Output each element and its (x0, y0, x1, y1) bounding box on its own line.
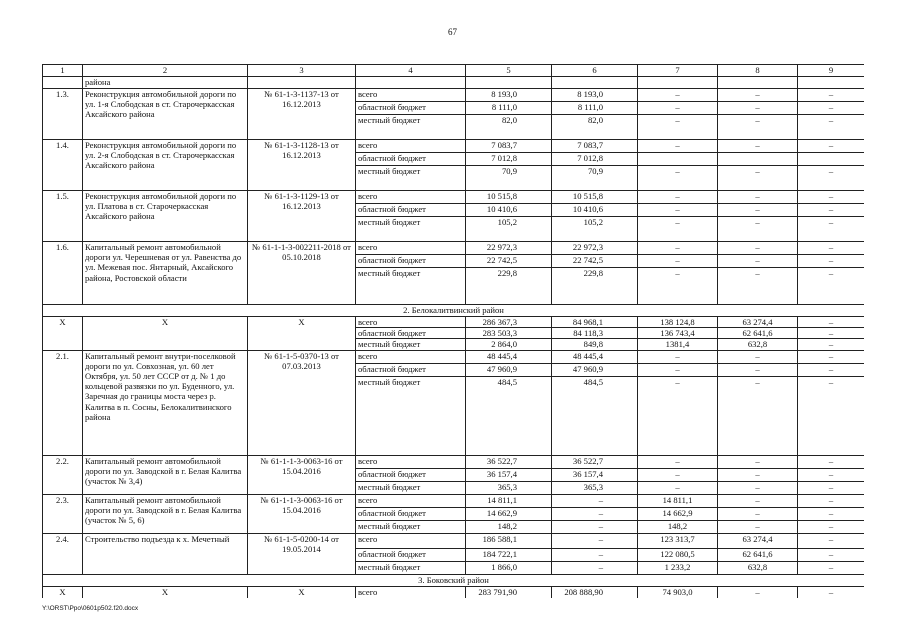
value-col6-cell: – (552, 533, 638, 548)
value-col9-cell: – (798, 533, 865, 548)
value-col9-cell: – (798, 268, 865, 305)
value-col8-cell: – (718, 191, 798, 204)
document-number-cell: № 61-1-5-0200-14 от 19.05.2014 (248, 533, 356, 574)
value-col6-cell: 484,5 (552, 376, 638, 455)
value-col6-cell: 7 012,8 (552, 153, 638, 166)
budget-type-cell: областной бюджет (356, 548, 466, 561)
value-col7-cell: 74 903,0 (638, 586, 718, 598)
value-col7-cell: 138 124,8 (638, 317, 718, 328)
value-col9-cell: – (798, 242, 865, 255)
budget-type-cell: областной бюджет (356, 204, 466, 217)
value-col8-cell: 632,8 (718, 339, 798, 350)
value-col5-cell: 7 083,7 (466, 140, 552, 153)
value-col9-cell: – (798, 204, 865, 217)
table-row (43, 455, 865, 468)
value-col7-cell: – (638, 255, 718, 268)
value-col5-cell: 8 111,0 (466, 102, 552, 115)
value-col7-cell: 1381,4 (638, 339, 718, 350)
column-header-cell: 8 (718, 65, 798, 77)
item-number-cell: Х (43, 317, 83, 351)
value-col6-cell: 36 157,4 (552, 468, 638, 481)
value-col9-cell: – (798, 166, 865, 191)
value-col9-cell: – (798, 191, 865, 204)
value-col8-cell: 62 641,6 (718, 548, 798, 561)
value-col5-cell: 283 791,90 (466, 586, 552, 598)
budget-type-cell: местный бюджет (356, 268, 466, 305)
section-row (43, 305, 865, 317)
value-col8-cell: – (718, 376, 798, 455)
budget-type-cell: всего (356, 533, 466, 548)
budget-type-cell: всего (356, 586, 466, 598)
budget-type-cell: всего (356, 191, 466, 204)
value-col5-cell: 36 157,4 (466, 468, 552, 481)
value-col6-cell: 10 410,6 (552, 204, 638, 217)
budget-type-cell: областной бюджет (356, 468, 466, 481)
value-col7-cell: 14 811,1 (638, 494, 718, 507)
value-col7-cell: – (638, 455, 718, 468)
budget-type-cell: местный бюджет (356, 376, 466, 455)
column-header-cell: 5 (466, 65, 552, 77)
value-col6-cell: 22 742,5 (552, 255, 638, 268)
value-col8-cell: – (718, 586, 798, 598)
value-col9-cell: – (798, 561, 865, 574)
value-col5-cell: 8 193,0 (466, 89, 552, 102)
value-col6-cell: – (552, 561, 638, 574)
budget-type-cell: всего (356, 242, 466, 255)
value-col5-cell: 148,2 (466, 520, 552, 533)
table-row (43, 191, 865, 204)
value-col5-cell: 14 662,9 (466, 507, 552, 520)
value-col6-cell: 22 972,3 (552, 242, 638, 255)
table-row (43, 89, 865, 102)
value-col5-cell: 14 811,1 (466, 494, 552, 507)
value-col7-cell: – (638, 204, 718, 217)
value-col5-cell: 36 522,7 (466, 455, 552, 468)
budget-type-cell: всего (356, 317, 466, 328)
value-col5-cell: 283 503,3 (466, 328, 552, 339)
footer-file-path: Y:\ORST\Ppo\0601p502.f20.docx (42, 605, 139, 612)
value-col8-cell: – (718, 455, 798, 468)
value-col8-cell: – (718, 102, 798, 115)
page-number: 67 (448, 27, 457, 37)
table-row (43, 350, 865, 363)
column-header-cell: 4 (356, 65, 466, 77)
value-col9-cell: – (798, 350, 865, 363)
value-col6-cell: 84 118,3 (552, 328, 638, 339)
item-number-cell: 2.4. (43, 533, 83, 574)
object-name-cell: Капитальный ремонт автомобильной дороги ул. Черешневая от ул. Равенства до ул. Межевая пос. Янтарный, Аксайского района, Ростовской области (83, 242, 248, 305)
value-col9-cell: – (798, 468, 865, 481)
value-col9-cell: – (798, 586, 865, 598)
value-col7-cell: – (638, 268, 718, 305)
budget-table-wrapper (42, 64, 864, 598)
value-col7-cell: – (638, 376, 718, 455)
document-number-cell: Х (248, 317, 356, 351)
budget-type-cell: местный бюджет (356, 115, 466, 140)
empty-cell (798, 77, 865, 89)
value-col9-cell: – (798, 376, 865, 455)
value-col6-cell: 8 193,0 (552, 89, 638, 102)
value-col7-cell: – (638, 350, 718, 363)
object-name-cell: района (83, 77, 248, 89)
value-col7-cell: 123 313,7 (638, 533, 718, 548)
object-name-cell: Реконструкция автомобильной дороги по ул. 2-я Слободская в ст. Старочеркасская Аксайского района (83, 140, 248, 191)
value-col7-cell: – (638, 242, 718, 255)
document-number-cell: № 61-1-3-1128-13 от 16.12.2013 (248, 140, 356, 191)
value-col9-cell (798, 153, 865, 166)
value-col5-cell: 365,3 (466, 481, 552, 494)
value-col9-cell: – (798, 102, 865, 115)
value-col7-cell: – (638, 89, 718, 102)
empty-cell (638, 77, 718, 89)
document-number-cell: № 61-1-1-3-0063-16 от 15.04.2016 (248, 455, 356, 494)
object-name-cell: Реконструкция автомобильной дороги по ул. 1-я Слободская в ст. Старочеркасская Аксайского района (83, 89, 248, 140)
budget-type-cell: всего (356, 140, 466, 153)
value-col5-cell: 10 515,8 (466, 191, 552, 204)
budget-type-cell: областной бюджет (356, 363, 466, 376)
empty-cell (43, 77, 83, 89)
value-col6-cell: – (552, 548, 638, 561)
value-col7-cell: 136 743,4 (638, 328, 718, 339)
value-col9-cell: – (798, 363, 865, 376)
value-col8-cell: – (718, 115, 798, 140)
table-row (43, 317, 865, 328)
value-col7-cell: 1 233,2 (638, 561, 718, 574)
value-col6-cell: – (552, 507, 638, 520)
value-col8-cell: – (718, 140, 798, 153)
value-col7-cell: – (638, 217, 718, 242)
item-number-cell: 2.3. (43, 494, 83, 533)
value-col5-cell: 186 588,1 (466, 533, 552, 548)
budget-type-cell: местный бюджет (356, 520, 466, 533)
value-col6-cell: 82,0 (552, 115, 638, 140)
section-title-cell: 3. Боковский район (43, 574, 865, 586)
budget-type-cell: местный бюджет (356, 166, 466, 191)
value-col6-cell: 10 515,8 (552, 191, 638, 204)
section-row (43, 574, 865, 586)
value-col7-cell: – (638, 166, 718, 191)
budget-type-cell: местный бюджет (356, 339, 466, 350)
value-col7-cell: – (638, 468, 718, 481)
value-col6-cell: 36 522,7 (552, 455, 638, 468)
budget-type-cell: местный бюджет (356, 481, 466, 494)
empty-cell (552, 77, 638, 89)
value-col6-cell: 47 960,9 (552, 363, 638, 376)
carry-over-row (43, 77, 865, 89)
value-col8-cell: – (718, 520, 798, 533)
value-col9-cell: – (798, 89, 865, 102)
empty-cell (466, 77, 552, 89)
value-col9-cell: – (798, 140, 865, 153)
object-name-cell: Реконструкция автомобильной дороги по ул. Платова в ст. Старочеркасская Аксайского района (83, 191, 248, 242)
object-name-cell: Строительство подъезда к х. Мечетный (83, 533, 248, 574)
value-col7-cell: – (638, 191, 718, 204)
value-col9-cell: – (798, 520, 865, 533)
value-col6-cell: 105,2 (552, 217, 638, 242)
item-number-cell: 2.2. (43, 455, 83, 494)
value-col8-cell: 632,8 (718, 561, 798, 574)
value-col7-cell: – (638, 481, 718, 494)
value-col9-cell: – (798, 507, 865, 520)
object-name-cell: Капитальный ремонт внутри-поселковой дороги по ул. Совхозная, ул. 60 лет Октября, ул. 50 лет СССР от д. № 1 до кольцевой развязки по ул. Буденного, ул. Заречная до границы моста через р. Калитва в п. Сосны, Белокалитвинского района (83, 350, 248, 455)
value-col5-cell: 184 722,1 (466, 548, 552, 561)
value-col7-cell: – (638, 115, 718, 140)
value-col7-cell: 148,2 (638, 520, 718, 533)
value-col6-cell: 8 111,0 (552, 102, 638, 115)
value-col9-cell: – (798, 494, 865, 507)
budget-type-cell: всего (356, 89, 466, 102)
value-col8-cell: – (718, 268, 798, 305)
document-number-cell: № 61-1-1-3-002211-2018 от 05.10.2018 (248, 242, 356, 305)
value-col5-cell: 70,9 (466, 166, 552, 191)
value-col9-cell: – (798, 328, 865, 339)
empty-cell (356, 77, 466, 89)
value-col5-cell: 48 445,4 (466, 350, 552, 363)
budget-type-cell: местный бюджет (356, 217, 466, 242)
document-number-cell: № 61-1-5-0370-13 от 07.03.2013 (248, 350, 356, 455)
value-col9-cell: – (798, 455, 865, 468)
column-header-cell: 6 (552, 65, 638, 77)
value-col6-cell: – (552, 494, 638, 507)
table-row (43, 533, 865, 548)
document-number-cell: Х (248, 586, 356, 598)
header-row (43, 65, 865, 77)
value-col5-cell: 2 864,0 (466, 339, 552, 350)
value-col6-cell: 229,8 (552, 268, 638, 305)
value-col9-cell: – (798, 217, 865, 242)
value-col8-cell: – (718, 89, 798, 102)
column-header-cell: 2 (83, 65, 248, 77)
value-col8-cell: – (718, 350, 798, 363)
value-col8-cell: – (718, 242, 798, 255)
item-number-cell: 1.3. (43, 89, 83, 140)
table-row (43, 140, 865, 153)
value-col6-cell: 84 968,1 (552, 317, 638, 328)
budget-type-cell: областной бюджет (356, 153, 466, 166)
value-col5-cell: 105,2 (466, 217, 552, 242)
empty-cell (718, 77, 798, 89)
value-col5-cell: 7 012,8 (466, 153, 552, 166)
value-col5-cell: 47 960,9 (466, 363, 552, 376)
value-col9-cell: – (798, 548, 865, 561)
item-number-cell: 1.5. (43, 191, 83, 242)
budget-type-cell: всего (356, 455, 466, 468)
item-number-cell: Х (43, 586, 83, 598)
column-header-cell: 1 (43, 65, 83, 77)
value-col8-cell: 62 641,6 (718, 328, 798, 339)
value-col6-cell: 365,3 (552, 481, 638, 494)
empty-cell (248, 77, 356, 89)
value-col7-cell: – (638, 363, 718, 376)
budget-table (42, 64, 864, 598)
value-col5-cell: 286 367,3 (466, 317, 552, 328)
object-name-cell: Капитальный ремонт автомобильной дороги по ул. Заводской в г. Белая Калитва (участок № 3,4) (83, 455, 248, 494)
table-row (43, 586, 865, 598)
object-name-cell: Х (83, 586, 248, 598)
value-col5-cell: 1 866,0 (466, 561, 552, 574)
column-header-cell: 3 (248, 65, 356, 77)
value-col9-cell: – (798, 255, 865, 268)
column-header-cell: 9 (798, 65, 865, 77)
value-col5-cell: 484,5 (466, 376, 552, 455)
value-col6-cell: – (552, 520, 638, 533)
item-number-cell: 1.4. (43, 140, 83, 191)
document-number-cell: № 61-1-3-1129-13 от 16.12.2013 (248, 191, 356, 242)
value-col8-cell: – (718, 204, 798, 217)
item-number-cell: 1.6. (43, 242, 83, 305)
item-number-cell: 2.1. (43, 350, 83, 455)
section-title-cell: 2. Белокалитвинский район (43, 305, 865, 317)
value-col8-cell: – (718, 255, 798, 268)
object-name-cell: Х (83, 317, 248, 351)
value-col8-cell: – (718, 494, 798, 507)
table-row (43, 494, 865, 507)
value-col6-cell: 849,8 (552, 339, 638, 350)
value-col9-cell: – (798, 339, 865, 350)
value-col8-cell: – (718, 166, 798, 191)
value-col8-cell: – (718, 507, 798, 520)
document-number-cell: № 61-1-1-3-0063-16 от 15.04.2016 (248, 494, 356, 533)
value-col5-cell: 10 410,6 (466, 204, 552, 217)
value-col7-cell: – (638, 140, 718, 153)
value-col6-cell: 48 445,4 (552, 350, 638, 363)
value-col8-cell: – (718, 363, 798, 376)
column-header-cell: 7 (638, 65, 718, 77)
value-col7-cell: 14 662,9 (638, 507, 718, 520)
object-name-cell: Капитальный ремонт автомобильной дороги по ул. Заводской в г. Белая Калитва (участок № 5, 6) (83, 494, 248, 533)
table-row (43, 242, 865, 255)
value-col6-cell: 208 888,90 (552, 586, 638, 598)
value-col5-cell: 22 742,5 (466, 255, 552, 268)
budget-type-cell: всего (356, 494, 466, 507)
budget-type-cell: областной бюджет (356, 255, 466, 268)
value-col7-cell: 122 080,5 (638, 548, 718, 561)
value-col8-cell (718, 153, 798, 166)
value-col7-cell (638, 153, 718, 166)
budget-type-cell: всего (356, 350, 466, 363)
value-col8-cell: 63 274,4 (718, 533, 798, 548)
value-col9-cell: – (798, 481, 865, 494)
value-col9-cell: – (798, 115, 865, 140)
value-col5-cell: 82,0 (466, 115, 552, 140)
value-col8-cell: – (718, 217, 798, 242)
budget-type-cell: областной бюджет (356, 328, 466, 339)
value-col8-cell: – (718, 468, 798, 481)
value-col6-cell: 70,9 (552, 166, 638, 191)
budget-type-cell: областной бюджет (356, 102, 466, 115)
value-col6-cell: 7 083,7 (552, 140, 638, 153)
value-col7-cell: – (638, 102, 718, 115)
budget-type-cell: местный бюджет (356, 561, 466, 574)
document-number-cell: № 61-1-3-1137-13 от 16.12.2013 (248, 89, 356, 140)
value-col9-cell: – (798, 317, 865, 328)
value-col8-cell: 63 274,4 (718, 317, 798, 328)
value-col5-cell: 229,8 (466, 268, 552, 305)
budget-type-cell: областной бюджет (356, 507, 466, 520)
value-col8-cell: – (718, 481, 798, 494)
value-col5-cell: 22 972,3 (466, 242, 552, 255)
